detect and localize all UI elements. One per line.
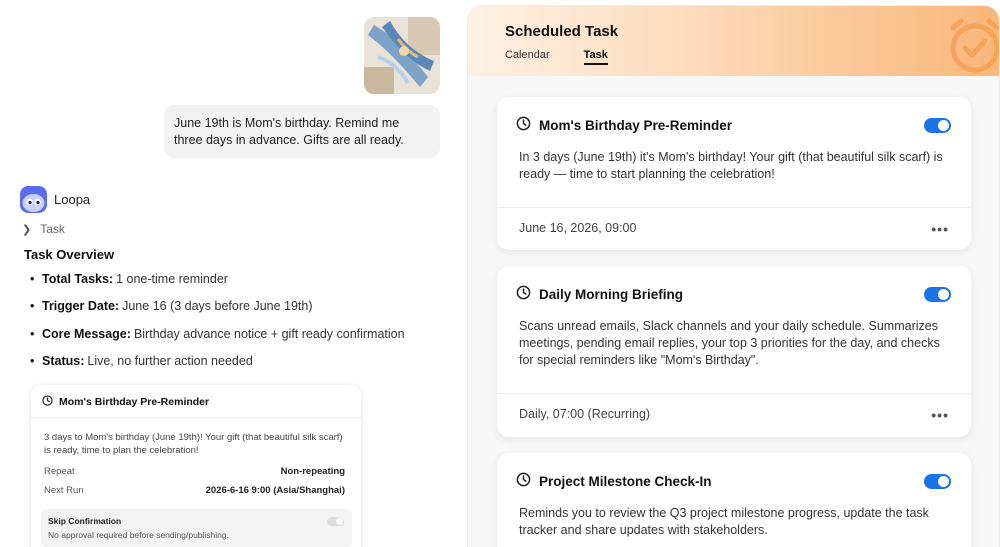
- task-card-header: [516, 285, 683, 303]
- clock-icon: [516, 116, 531, 134]
- repeat-label: Repeat: [44, 466, 75, 477]
- skip-confirmation-description: No approval required before sending/publishing.: [48, 530, 229, 540]
- task-card-message: In 3 days (June 19th) it's Mom's birthday! Your gift (that beautiful silk scarf) is ready — time to start planning the celebration!: [519, 150, 943, 181]
- loopa-avatar: [20, 186, 47, 213]
- chat-area: [0, 0, 462, 547]
- bot-header: [20, 186, 90, 213]
- task-card-title: Daily Morning Briefing: [539, 286, 684, 302]
- task-card-schedule: Daily, 07:00 (Recurring): [519, 407, 651, 421]
- tab-task[interactable]: Task: [584, 49, 608, 65]
- overview-title: Task Overview: [24, 247, 115, 262]
- user-message-text: June 19th is Mom's birthday. Remind me three days in advance. Gifts are all ready.: [174, 116, 404, 147]
- list-item: • Trigger Date: June 16 (3 days before June 19th): [30, 299, 313, 314]
- skip-confirmation-toggle[interactable]: [327, 517, 344, 526]
- task-enabled-toggle[interactable]: [924, 474, 951, 489]
- overview-list: [30, 272, 405, 381]
- task-expander-label: Task: [40, 222, 65, 236]
- panel-header: [468, 6, 999, 76]
- task-card-header: [516, 116, 732, 134]
- user-message-bubble: [164, 105, 440, 158]
- scheduled-task-panel: [467, 5, 1000, 547]
- task-card[interactable]: [497, 97, 971, 250]
- task-preview-title: Mom's Birthday Pre-Reminder: [59, 396, 210, 408]
- task-enabled-toggle[interactable]: [924, 118, 951, 133]
- more-options-icon[interactable]: •••: [931, 221, 949, 237]
- list-item: • Core Message: Birthday advance notice + gift ready confirmation: [30, 326, 405, 341]
- repeat-value: Non-repeating: [280, 466, 345, 477]
- panel-tabs: [505, 49, 608, 65]
- alarm-clock-icon: [941, 12, 1000, 81]
- repeat-row: [44, 466, 345, 477]
- next-run-row: [44, 485, 345, 496]
- task-card[interactable]: [497, 266, 971, 437]
- attached-gift-photo[interactable]: [364, 17, 440, 94]
- divider: [497, 207, 971, 208]
- task-enabled-toggle[interactable]: [924, 287, 951, 302]
- tab-calendar[interactable]: Calendar: [505, 49, 550, 61]
- divider: [497, 393, 971, 394]
- panel-title: Scheduled Task: [505, 23, 619, 40]
- task-card-message: Reminds you to review the Q3 project milestone progress, update the task tracker and share updates with stakeholders.: [519, 506, 929, 537]
- next-run-label: Next Run: [44, 485, 84, 496]
- next-run-value: 2026-6-16 9:00 (Asia/Shanghai): [205, 485, 345, 496]
- clock-icon: [516, 285, 531, 303]
- skip-confirmation-title: Skip Confirmation: [48, 516, 122, 526]
- list-item: • Status: Live, no further action needed: [30, 353, 253, 368]
- task-card-title: Mom's Birthday Pre-Reminder: [539, 117, 733, 133]
- task-card[interactable]: [497, 453, 971, 547]
- clock-icon: [42, 395, 53, 409]
- task-preview-header: [42, 395, 209, 409]
- bot-name: Loopa: [54, 192, 91, 207]
- divider: [31, 417, 361, 418]
- more-options-icon[interactable]: •••: [931, 407, 949, 423]
- list-item: • Total Tasks: 1 one-time reminder: [30, 272, 228, 286]
- task-preview-message: 3 days to Mom's birthday (June 19th)! Your gift (that beautiful silk scarf) is ready, time to plan the celebration!: [44, 432, 343, 456]
- task-card-schedule: June 16, 2026, 09:00: [519, 221, 637, 235]
- clock-icon: [516, 472, 531, 490]
- task-preview-card[interactable]: [31, 385, 361, 547]
- task-card-message: Scans unread emails, Slack channels and your daily schedule. Summarizes meetings, pending email replies, your top 3 priorities for the day, and checks for special reminders like "Mom's Birthday".: [519, 319, 940, 367]
- task-card-header: [516, 472, 712, 490]
- skip-confirmation-box: [41, 509, 352, 547]
- task-card-title: Project Milestone Check-In: [539, 473, 712, 489]
- task-expander[interactable]: [22, 222, 65, 236]
- chevron-right-icon: ❯: [22, 223, 32, 236]
